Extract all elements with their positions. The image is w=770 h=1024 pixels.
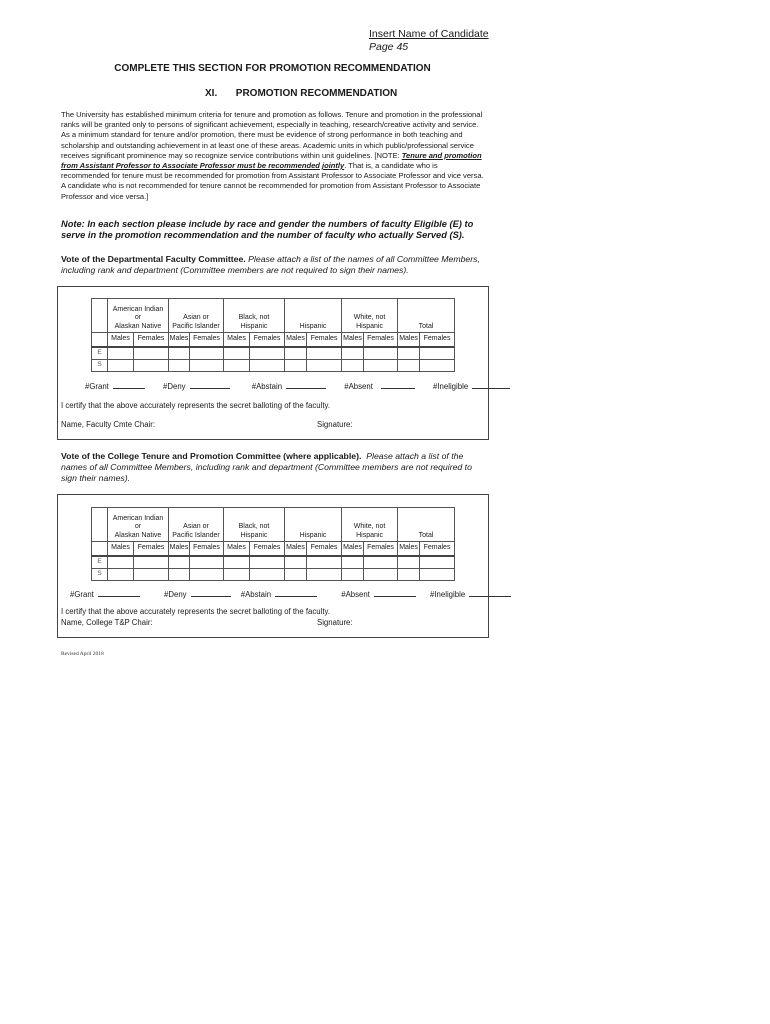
count-input-cell[interactable] bbox=[364, 569, 398, 581]
department-vote-heading bbox=[61, 254, 486, 276]
count-input-cell[interactable] bbox=[108, 360, 134, 372]
females-header: Females bbox=[134, 542, 169, 557]
females-header: Females bbox=[364, 333, 398, 348]
page-number: Page 45 bbox=[369, 40, 409, 53]
department-signature-label: Signature: bbox=[317, 420, 353, 429]
college-demographics-table bbox=[91, 507, 455, 581]
group-header-line: Hispanic bbox=[240, 531, 268, 539]
count-input-cell[interactable] bbox=[169, 360, 190, 372]
department-certify-text: I certify that the above accurately represents the secret balloting of the faculty. bbox=[61, 401, 330, 410]
count-input-cell[interactable] bbox=[307, 347, 342, 360]
table-row bbox=[92, 360, 455, 372]
count-input-cell[interactable] bbox=[364, 347, 398, 360]
page-header bbox=[369, 28, 489, 53]
count-input-cell[interactable] bbox=[250, 569, 285, 581]
college-signature-label: Signature: bbox=[317, 618, 353, 627]
count-input-cell[interactable] bbox=[420, 360, 455, 372]
count-input-cell[interactable] bbox=[398, 556, 420, 569]
abstain-label: #Abstain bbox=[251, 382, 283, 391]
department-chair-name-label: Name, Faculty Cmte Chair: bbox=[61, 420, 156, 429]
group-header bbox=[169, 508, 224, 542]
department-tally-row bbox=[85, 380, 510, 391]
group-header bbox=[169, 299, 224, 333]
section-title-text: PROMOTION RECOMMENDATION bbox=[235, 88, 398, 99]
deny-label: #Deny bbox=[163, 382, 186, 391]
intro-emphasis: Tenure and promotion from Assistant Professor to Associate Professor must be recommended jointly bbox=[61, 150, 482, 171]
males-header: Males bbox=[398, 333, 420, 348]
row-label: S bbox=[92, 360, 108, 372]
college-vote-box bbox=[57, 494, 489, 638]
row-label: S bbox=[92, 569, 108, 581]
group-header bbox=[285, 299, 342, 333]
group-header bbox=[398, 508, 455, 542]
absent-label: #Absent bbox=[341, 590, 370, 599]
section-number: XI. bbox=[205, 88, 218, 99]
count-input-cell[interactable] bbox=[108, 556, 134, 569]
count-input-cell[interactable] bbox=[108, 569, 134, 581]
group-header-line: Hispanic bbox=[240, 322, 268, 330]
college-vote-instructions: Please attach a list of the names of all Committee Members, including rank and department (Committee members are not required to sign their names). bbox=[61, 451, 472, 483]
college-chair-name-label: Name, College T&P Chair: bbox=[61, 618, 153, 627]
count-input-cell[interactable] bbox=[285, 360, 307, 372]
group-header bbox=[108, 299, 169, 333]
count-input-cell[interactable] bbox=[342, 569, 364, 581]
females-header: Females bbox=[134, 333, 169, 348]
abstain-label: #Abstain bbox=[240, 590, 272, 599]
females-header: Females bbox=[250, 542, 285, 557]
count-input-cell[interactable] bbox=[342, 347, 364, 360]
group-header-line: Total bbox=[418, 531, 434, 539]
count-input-cell[interactable] bbox=[134, 569, 169, 581]
grant-field[interactable] bbox=[113, 380, 145, 389]
department-demographics-table bbox=[91, 298, 455, 372]
males-header: Males bbox=[108, 542, 134, 557]
college-tally-row bbox=[70, 588, 511, 599]
grant-label: #Grant bbox=[70, 590, 94, 599]
group-header-line: Black, not bbox=[238, 523, 270, 530]
count-input-cell[interactable] bbox=[108, 347, 134, 360]
count-input-cell[interactable] bbox=[250, 360, 285, 372]
department-vote-instructions: Please attach a list of the names of all Committee Members, including rank and department (Committee members are not required to sign their names). bbox=[61, 254, 480, 275]
count-input-cell[interactable] bbox=[224, 360, 250, 372]
deny-field[interactable] bbox=[191, 588, 231, 597]
group-header-line: Pacific Islander bbox=[172, 531, 220, 539]
section-heading: COMPLETE THIS SECTION FOR PROMOTION RECOMMENDATION bbox=[114, 63, 431, 74]
count-input-cell[interactable] bbox=[250, 347, 285, 360]
college-vote-heading bbox=[61, 451, 481, 484]
group-header bbox=[398, 299, 455, 333]
males-header: Males bbox=[342, 542, 364, 557]
count-input-cell[interactable] bbox=[190, 347, 224, 360]
group-header-line: Hispanic bbox=[299, 531, 327, 539]
ineligible-field[interactable] bbox=[469, 588, 511, 597]
group-header bbox=[342, 508, 398, 542]
males-header: Males bbox=[342, 333, 364, 348]
corner-cell bbox=[92, 333, 108, 348]
count-input-cell[interactable] bbox=[134, 347, 169, 360]
group-header-line: Total bbox=[418, 322, 434, 330]
ineligible-label: #Ineligible bbox=[430, 590, 466, 599]
males-header: Males bbox=[285, 333, 307, 348]
count-input-cell[interactable] bbox=[190, 569, 224, 581]
college-certify-text: I certify that the above accurately represents the secret balloting of the faculty. bbox=[61, 607, 330, 616]
count-input-cell[interactable] bbox=[398, 347, 420, 360]
count-input-cell[interactable] bbox=[250, 556, 285, 569]
group-header bbox=[108, 508, 169, 542]
deny-label: #Deny bbox=[164, 590, 187, 599]
section-title bbox=[205, 88, 397, 99]
count-input-cell[interactable] bbox=[285, 556, 307, 569]
females-header: Females bbox=[190, 542, 224, 557]
row-label: E bbox=[92, 556, 108, 569]
count-input-cell[interactable] bbox=[285, 347, 307, 360]
group-header-line: Hispanic bbox=[299, 322, 327, 330]
absent-label: #Absent bbox=[344, 382, 373, 391]
group-header-line: American Indian bbox=[112, 514, 164, 522]
females-header: Females bbox=[307, 542, 342, 557]
count-input-cell[interactable] bbox=[364, 360, 398, 372]
males-header: Males bbox=[169, 542, 190, 557]
group-header-line: or bbox=[134, 314, 142, 321]
count-input-cell[interactable] bbox=[169, 569, 190, 581]
group-header-line: Hispanic bbox=[356, 531, 383, 539]
females-header: Females bbox=[420, 542, 455, 557]
deny-field[interactable] bbox=[190, 380, 230, 389]
ineligible-field[interactable] bbox=[472, 380, 510, 389]
intro-paragraph bbox=[61, 110, 486, 202]
count-input-cell[interactable] bbox=[307, 556, 342, 569]
count-input-cell[interactable] bbox=[398, 360, 420, 372]
count-input-cell[interactable] bbox=[224, 347, 250, 360]
males-header: Males bbox=[398, 542, 420, 557]
count-input-cell[interactable] bbox=[285, 569, 307, 581]
corner-cell bbox=[92, 299, 108, 333]
count-input-cell[interactable] bbox=[420, 347, 455, 360]
absent-field[interactable] bbox=[381, 380, 415, 389]
count-input-cell[interactable] bbox=[307, 360, 342, 372]
eligibility-note: Note: In each section please include by race and gender the numbers of faculty Eligible (E) to serve in the promotion recommendation and the number of faculty who actually Served (S). bbox=[61, 219, 474, 240]
females-header: Females bbox=[250, 333, 285, 348]
count-input-cell[interactable] bbox=[134, 556, 169, 569]
count-input-cell[interactable] bbox=[169, 347, 190, 360]
table-row bbox=[92, 556, 455, 569]
count-input-cell[interactable] bbox=[307, 569, 342, 581]
count-input-cell[interactable] bbox=[342, 360, 364, 372]
count-input-cell[interactable] bbox=[342, 556, 364, 569]
group-header-line: Asian or bbox=[183, 314, 209, 321]
females-header: Females bbox=[420, 333, 455, 348]
count-input-cell[interactable] bbox=[398, 569, 420, 581]
group-header-line: Alaskan Native bbox=[114, 531, 162, 539]
count-input-cell[interactable] bbox=[169, 556, 190, 569]
count-input-cell[interactable] bbox=[420, 556, 455, 569]
group-header-line: Alaskan Native bbox=[114, 322, 162, 330]
group-header-line: or bbox=[134, 523, 142, 530]
males-header: Males bbox=[224, 542, 250, 557]
group-header-line: Pacific Islander bbox=[172, 322, 220, 330]
department-vote-box bbox=[57, 286, 489, 440]
intro-text-after: . That is, a candidate who is recommended for tenure must be recommended for promotion from Assistant Professor to Associate Professor and vice versa. A candidate who is not recommended for tenure cannot be recommended for promotion from Assistant Professor to Associate Professor and vice versa.] bbox=[61, 161, 484, 201]
males-header: Males bbox=[224, 333, 250, 348]
group-header-line: Asian or bbox=[183, 523, 209, 530]
grant-label: #Grant bbox=[85, 382, 109, 391]
revision-footer: Revised April 2018 bbox=[61, 651, 104, 657]
grant-field[interactable] bbox=[98, 588, 140, 597]
group-header-line: White, not bbox=[353, 314, 386, 321]
group-header bbox=[285, 508, 342, 542]
females-header: Females bbox=[307, 333, 342, 348]
intro-text: The University has established minimum criteria for tenure and promotion as follows. Tenure and promotion in the professional ranks will be granted only to persons of significant achievement, especially in teaching, research/creative activity and service. As a minimum standard for tenure and/or promotion, there must be evidence of strong performance in both teaching and scholarship and outstanding achievement in at least one of these areas. Academic units in which public/professional service receives significant prominence may so recognize service contributions within unit guidelines. [NOTE: bbox=[61, 110, 483, 160]
count-input-cell[interactable] bbox=[134, 360, 169, 372]
count-input-cell[interactable] bbox=[364, 556, 398, 569]
group-header bbox=[342, 299, 398, 333]
group-header-line: Hispanic bbox=[356, 322, 383, 330]
females-header: Females bbox=[364, 542, 398, 557]
count-input-cell[interactable] bbox=[420, 569, 455, 581]
group-header bbox=[224, 299, 285, 333]
group-header-line: Black, not bbox=[238, 314, 270, 321]
table-row bbox=[92, 569, 455, 581]
corner-cell bbox=[92, 542, 108, 557]
abstain-field[interactable] bbox=[275, 588, 317, 597]
males-header: Males bbox=[169, 333, 190, 348]
row-label: E bbox=[92, 347, 108, 360]
corner-cell bbox=[92, 508, 108, 542]
absent-field[interactable] bbox=[374, 588, 416, 597]
count-input-cell[interactable] bbox=[224, 556, 250, 569]
females-header: Females bbox=[190, 333, 224, 348]
abstain-field[interactable] bbox=[286, 380, 326, 389]
department-vote-title: Vote of the Departmental Faculty Committee. bbox=[61, 254, 246, 264]
table-row bbox=[92, 347, 455, 360]
group-header bbox=[224, 508, 285, 542]
candidate-name-label: Insert Name of Candidate bbox=[369, 28, 489, 40]
college-vote-title: Vote of the College Tenure and Promotion Committee (where applicable). bbox=[61, 451, 362, 461]
count-input-cell[interactable] bbox=[190, 556, 224, 569]
count-input-cell[interactable] bbox=[190, 360, 224, 372]
group-header-line: White, not bbox=[353, 523, 386, 530]
group-header-line: American Indian bbox=[112, 305, 164, 313]
ineligible-label: #Ineligible bbox=[433, 382, 469, 391]
males-header: Males bbox=[108, 333, 134, 348]
count-input-cell[interactable] bbox=[224, 569, 250, 581]
males-header: Males bbox=[285, 542, 307, 557]
